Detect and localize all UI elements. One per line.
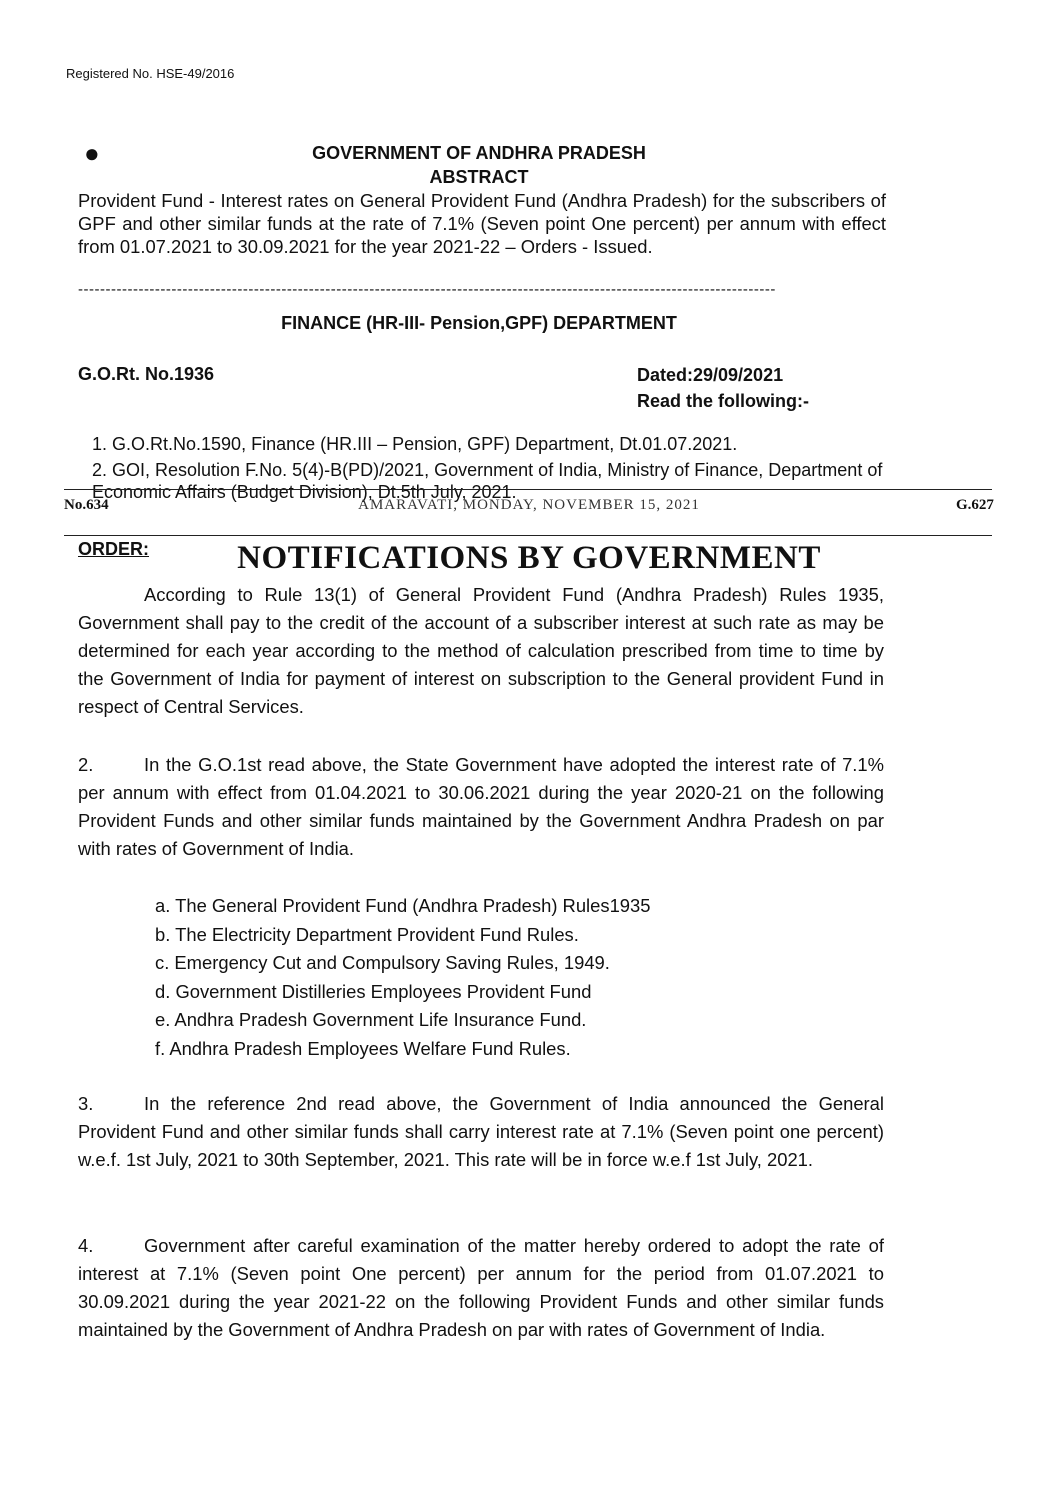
paragraph-4 — [78, 1232, 884, 1344]
fund-item: d. Government Distilleries Employees Provident Fund — [155, 980, 592, 1002]
date-block — [637, 362, 809, 414]
paragraph-3 — [78, 1090, 884, 1174]
fund-item: f. Andhra Pradesh Employees Welfare Fund Rules. — [155, 1037, 571, 1059]
separator-line: ------------------------------------------------------------------------------------------------------------------------------- — [78, 281, 776, 298]
reference-list — [92, 433, 892, 507]
paragraph-text: In the G.O.1st read above, the State Government have adopted the interest rate of 7.1% per annum with effect from 01.04.2021 to 30.06.2021 during the year 2020-21 on the following Provident Funds and other similar funds maintained by the Government Andhra Pradesh on par with rates of Government of India. — [78, 754, 884, 859]
fund-item: a. The General Provident Fund (Andhra Pradesh) Rules1935 — [155, 895, 651, 916]
notifications-title: NOTIFICATIONS BY GOVERNMENT — [237, 540, 821, 576]
fund-item: e. Andhra Pradesh Government Life Insurance Fund. — [155, 1009, 587, 1030]
paragraph-number: 3. — [78, 1093, 94, 1114]
margin-mark: ● — [84, 138, 100, 168]
gazette-number: No.634 — [64, 497, 109, 513]
go-date: Dated:29/09/2021 — [637, 365, 784, 385]
fund-item: b. The Electricity Department Provident Fund Rules. — [155, 923, 579, 945]
fund-item: c. Emergency Cut and Compulsory Saving Rules, 1949. — [155, 952, 610, 973]
reference-item: 2. GOI, Resolution F.No. 5(4)-B(PD)/2021, Government of India, Ministry of Finance, Department of Economic Affairs (Budget Division), Dt.5th July, 2021. — [92, 460, 883, 502]
paragraph-1: According to Rule 13(1) of General Provident Fund (Andhra Pradesh) Rules 1935, Government shall pay to the credit of the account of a subscriber interest at such rate as may be determined for each year according to the method of calculation prescribed from time to time by the Government of India for payment of interest on subscription to the General provident Fund in respect of Central Services. — [78, 584, 884, 717]
paragraph-number: 2. — [78, 754, 94, 775]
order-label: ORDER: — [78, 539, 149, 559]
paragraph-text: In the reference 2nd read above, the Government of India announced the General Provident Fund and other similar funds shall carry interest rate at 7.1% (Seven point one percent) w.e.f. 1st July, 2021 to 30th September, 2021. This rate will be in force w.e.f 1st July, 2021. — [78, 1093, 884, 1170]
read-following: Read the following:- — [637, 391, 809, 411]
registered-number: Registered No. HSE-49/2016 — [66, 66, 235, 81]
abstract-heading: ABSTRACT — [429, 167, 529, 187]
gazette-dateline: AMARAVATI, MONDAY, NOVEMBER 15, 2021 — [358, 497, 700, 513]
gazette-rule-bottom — [64, 535, 992, 536]
provident-fund-list — [155, 892, 650, 1063]
reference-item: 1. G.O.Rt.No.1590, Finance (HR.III – Pension, GPF) Department, Dt.01.07.2021. — [92, 434, 738, 454]
government-heading: GOVERNMENT OF ANDHRA PRADESH — [312, 143, 646, 163]
paragraph-text: Government after careful examination of the matter hereby ordered to adopt the rate of interest at 7.1% (Seven point One percent) per annum for the period from 01.07.2021 to 30.09.2021 during the year 2021-22 on the following Provident Funds and other similar funds maintained by the Government of Andhra Pradesh on par with rates of Government of India. — [78, 1235, 884, 1340]
gazette-rule-top — [64, 489, 992, 490]
paragraph-2 — [78, 751, 884, 863]
gazette-page: G.627 — [956, 497, 994, 513]
department-heading: FINANCE (HR-III- Pension,GPF) DEPARTMENT — [281, 313, 677, 333]
go-number: G.O.Rt. No.1936 — [78, 364, 215, 384]
paragraph-number: 4. — [78, 1235, 94, 1256]
abstract-text: Provident Fund - Interest rates on General Provident Fund (Andhra Pradesh) for the subscribers of GPF and other similar funds at the rate of 7.1% (Seven point One percent) per annum with effect from 01.07.2021 to 30.09.2021 for the year 2021-22 – Orders - Issued. — [78, 190, 886, 257]
